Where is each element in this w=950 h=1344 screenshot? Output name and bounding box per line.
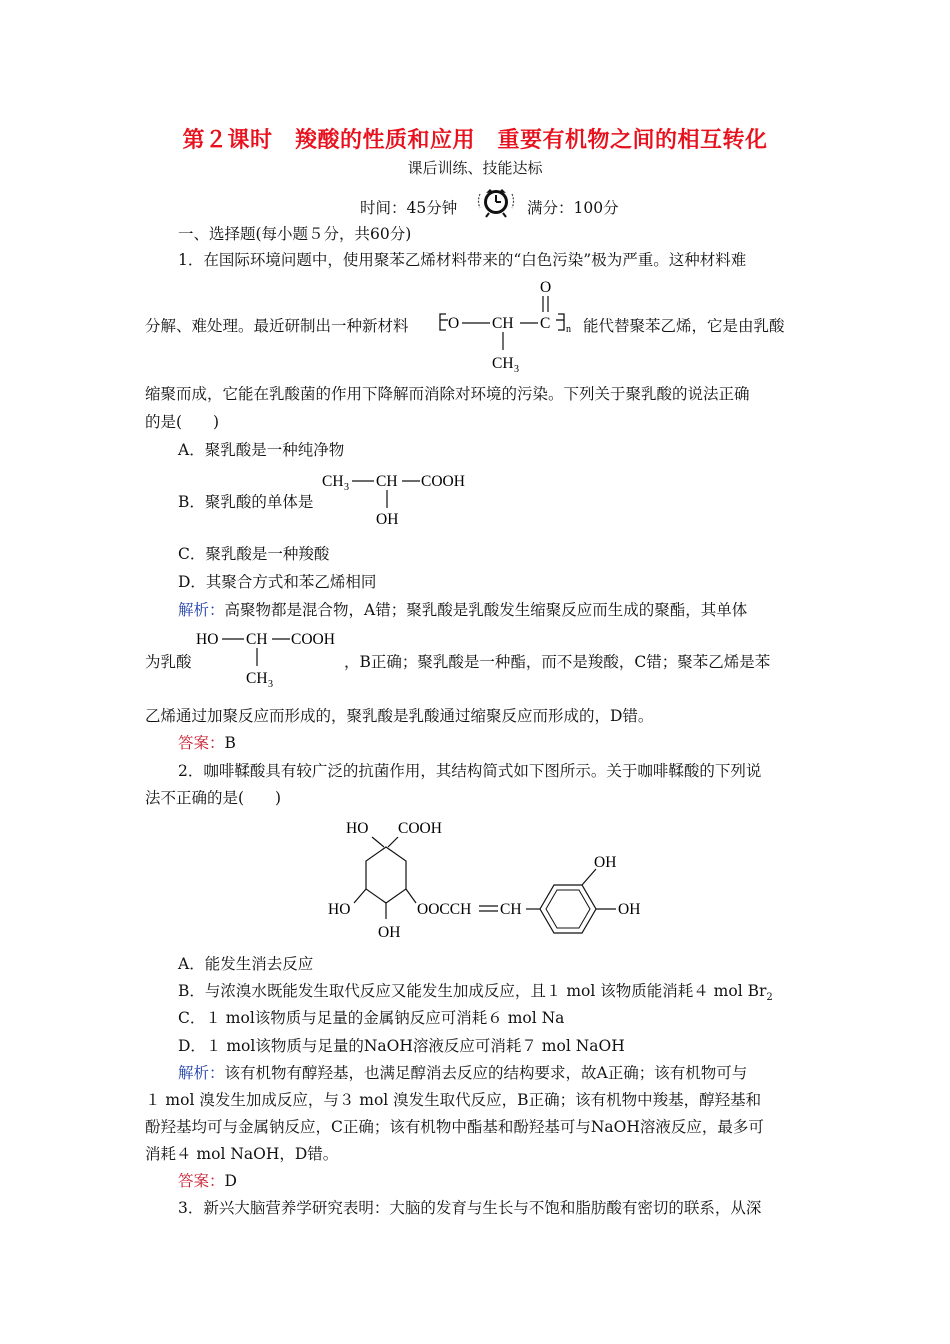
q1-option-c: C．聚乳酸是一种羧酸 [178,545,330,563]
struct-ho-top: HO [346,820,369,837]
alarm-clock-icon [474,184,518,218]
q2-option-a: A．能发生消去反应 [178,955,314,973]
q2-line2: 法不正确的是( ) [145,789,282,807]
monomer-sub3: 3 [344,482,349,493]
q1-option-d: D．其聚合方式和苯乙烯相同 [178,573,377,591]
q2-analysis-line1 [178,1063,747,1083]
struct-ch: CH [500,901,522,918]
q2-option-b-text: B．与浓溴水既能发生取代反应又能发生加成反应，且１ mol 该物质能消耗４ mol Br [178,982,767,1000]
q1-line4: 的是( ) [145,413,220,431]
q1-option-b: B．聚乳酸的单体是 [178,493,314,511]
q2-line1: 2．咖啡鞣酸具有较广泛的抗菌作用，其结构简式如下图所示。关于咖啡鞣酸的下列说 [178,762,762,780]
page-subtitle: 课后训练、技能达标 [407,159,543,177]
q1-answer [178,733,236,753]
q2-analysis-text1: 该有机物有醇羟基，也满足醇消去反应的结构要求，故A正确；该有机物可与 [224,1064,748,1082]
polymer-structure [434,276,584,374]
monomer-structure-analysis [196,626,356,690]
q2-answer-value: D [224,1172,237,1190]
polymer-o-top: O [540,279,552,296]
monomer-structure-b [322,468,482,530]
caffeic-tannin-structure [326,815,656,945]
struct-cooh: COOH [398,820,442,837]
q2-analysis-line3: 酚羟基均可与金属钠反应，C正确；该有机物中酯基和酚羟基可与NaOH溶液反应，最多可 [145,1118,764,1136]
q1-answer-value: B [224,734,236,752]
q1-analysis-line1 [178,600,747,620]
analysis-cooh: COOH [291,631,335,648]
q1-analysis-label: 解析： [178,601,225,619]
polymer-n: n [566,324,571,335]
analysis-ch3: CH [246,670,268,687]
monomer-ch3: CH [322,473,344,490]
q1-analysis-text1: 高聚物都是混合物，A错；聚乳酸是乳酸发生缩聚反应而生成的聚酯，其单体 [224,601,748,619]
q1-line2a: 分解、难处理。最近研制出一种新材料 [145,317,409,335]
polymer-o: O [448,315,460,332]
polymer-ch: CH [492,315,514,332]
q3-line1: 3．新兴大脑营养学研究表明：大脑的发育与生长与不饱和脂肪酸有密切的联系，从深 [178,1199,762,1217]
monomer-ch: CH [376,473,398,490]
monomer-oh: OH [376,511,399,528]
q2-option-c: C．１ mol该物质与足量的金属钠反应可消耗６ mol Na [178,1009,565,1027]
polymer-ch3: CH [492,355,514,372]
time-label: 时间：45分钟 [360,199,458,217]
q1-line2b: 能代替聚苯乙烯，它是由乳酸 [583,317,785,335]
monomer-cooh: COOH [421,473,465,490]
polymer-sub3: 3 [514,364,519,374]
polymer-c: C [540,315,551,332]
q2-analysis-label: 解析： [178,1064,225,1082]
analysis-ch: CH [246,631,268,648]
q2-analysis-line2: １ mol 溴发生加成反应，与３ mol 溴发生取代反应，B正确；该有机物中羧基，醇羟基和 [145,1091,762,1109]
q1-analysis-line3: 乙烯通过加聚反应而形成的，聚乳酸是乳酸通过缩聚反应而形成的，D错。 [145,707,654,725]
page-title: 第２课时 羧酸的性质和应用 重要有机物之间的相互转化 [182,128,768,153]
analysis-sub3: 3 [268,679,273,690]
struct-oh-right: OH [618,901,641,918]
q1-answer-label: 答案： [178,734,225,752]
struct-ho-left: HO [328,901,351,918]
q1-line3: 缩聚而成，它能在乳酸菌的作用下降解而消除对环境的污染。下列关于聚乳酸的说法正确 [145,385,750,403]
q1-line1: 1．在国际环境问题中，使用聚苯乙烯材料带来的“白色污染”极为严重。这种材料难 [178,251,747,269]
section-heading: 一、选择题(每小题５分，共60分) [178,225,412,243]
q2-answer [178,1171,237,1191]
q2-answer-label: 答案： [178,1172,225,1190]
q2-option-b [178,981,773,1008]
struct-oh-right-top: OH [594,854,617,871]
q1-option-a: A．聚乳酸是一种纯净物 [178,441,345,459]
score-label: 满分：100分 [527,199,619,217]
q2-analysis-line4: 消耗４ mol NaOH，D错。 [145,1145,339,1163]
struct-oh-bottom: OH [378,924,401,941]
q1-analysis-line2b: ，B正确；聚乳酸是一种酯，而不是羧酸，C错；聚苯乙烯是苯 [344,653,771,671]
q1-analysis-line2a: 为乳酸 [145,653,192,671]
analysis-ho: HO [196,631,219,648]
q2-option-b-sub: 2 [766,992,773,1004]
q2-option-d: D．１ mol该物质与足量的NaOH溶液反应可消耗７ mol NaOH [178,1037,625,1055]
struct-ooc: OOCCH [417,901,472,918]
